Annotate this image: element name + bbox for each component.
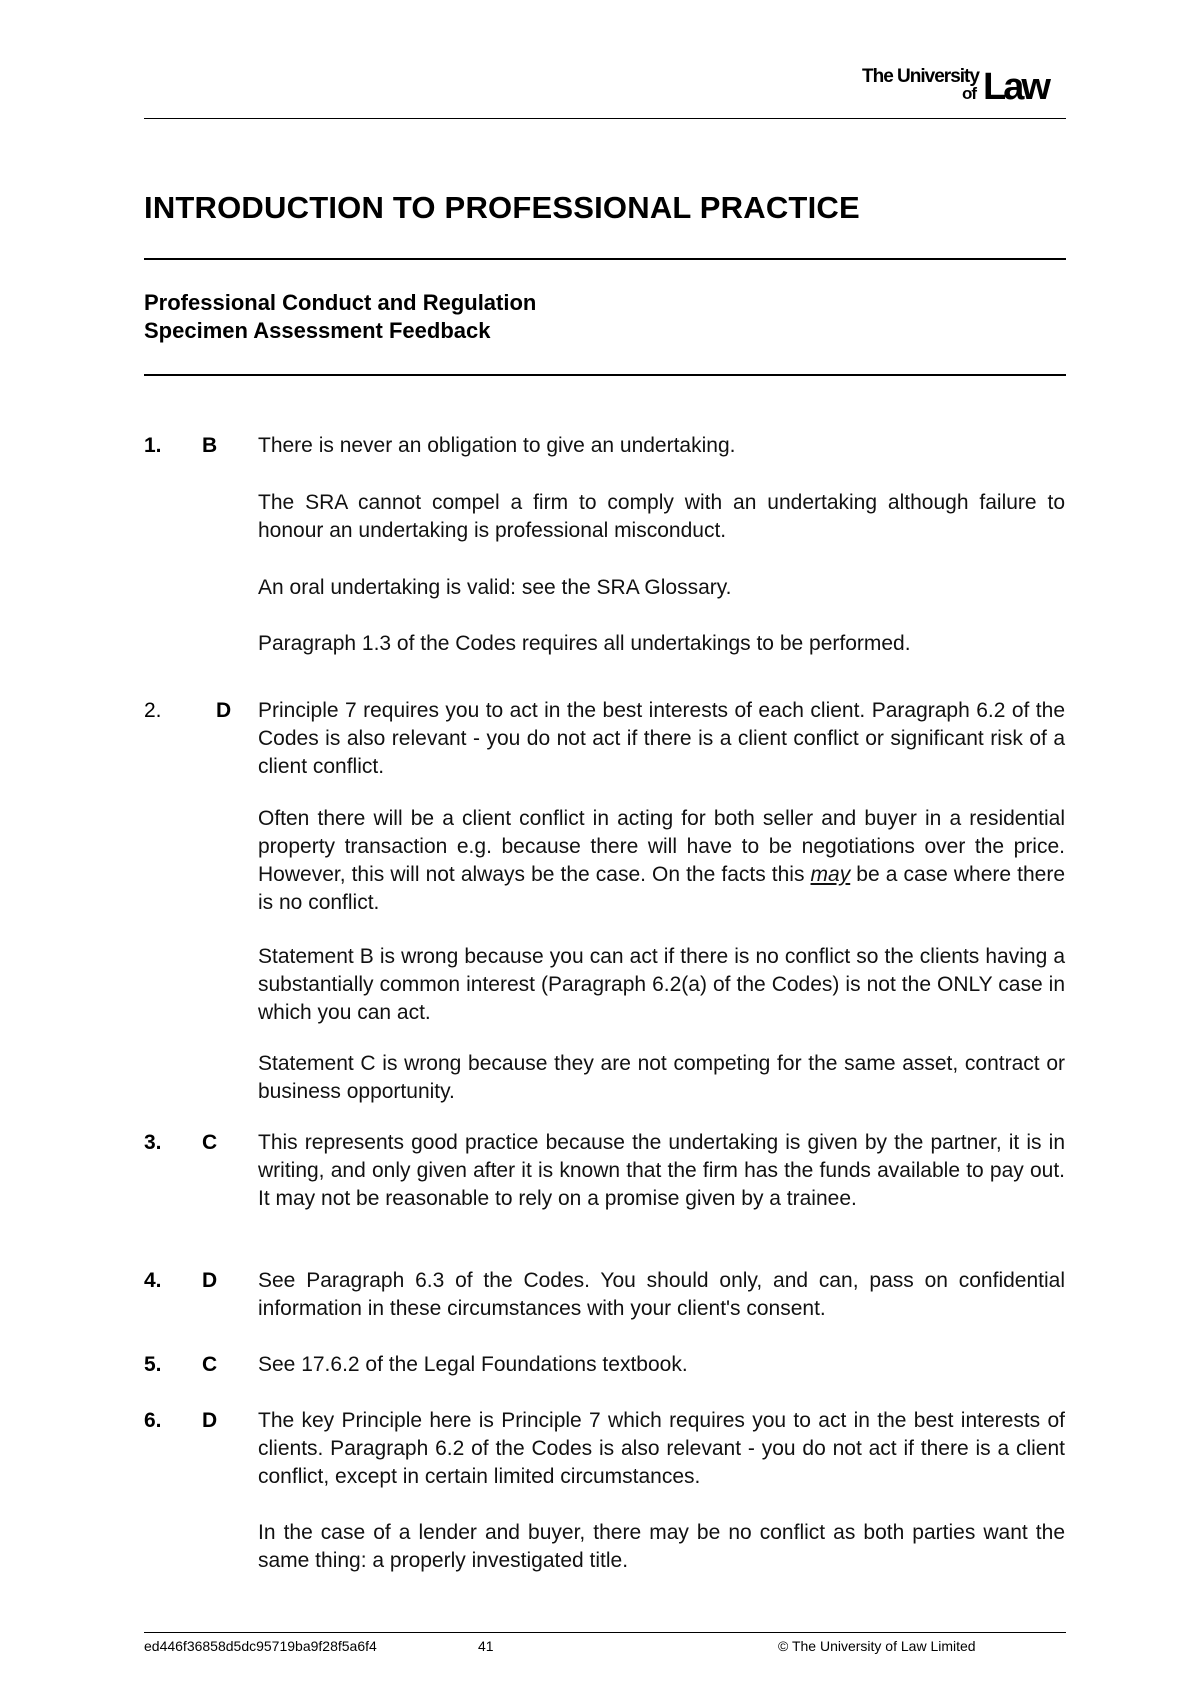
logo-text-university: The University	[862, 66, 979, 87]
question-5-number: 5.	[144, 1353, 162, 1376]
question-6-answer: D	[202, 1409, 218, 1432]
title-divider	[144, 258, 1066, 260]
subtitle-line-2: Specimen Assessment Feedback	[144, 318, 491, 343]
question-2-number: 2.	[144, 699, 162, 722]
question-4-paragraph-1: See Paragraph 6.3 of the Codes. You should only, and can, pass on confidential information in these circumstances with your client's consent.	[258, 1269, 1065, 1320]
question-2-paragraph-1: Principle 7 requires you to act in the best interests of each client. Paragraph 6.2 of the Codes is also relevant - you do not act if there is a client conflict or significant risk of a client conflict.	[258, 699, 1065, 778]
question-3-number: 3.	[144, 1131, 162, 1154]
question-1-answer: B	[202, 434, 218, 457]
question-1-paragraph-1: There is never an obligation to give an undertaking.	[258, 434, 736, 457]
question-2-paragraph-3: Statement B is wrong because you can act if there is no conflict so the clients having a substantially common interest (Paragraph 6.2(a) of the Codes) is not the ONLY case in which you can act.	[258, 945, 1065, 1024]
footer-document-id: ed446f36858d5dc95719ba9f28f5a6f4	[144, 1638, 377, 1654]
question-2-paragraph-4: Statement C is wrong because they are not competing for the same asset, contract or business opportunity.	[258, 1052, 1065, 1103]
footer-page-number: 41	[478, 1638, 494, 1654]
emphasis-may: may	[810, 863, 851, 886]
page-title: INTRODUCTION TO PROFESSIONAL PRACTICE	[144, 190, 860, 225]
question-2-paragraph-2-text: Often there will be a client conflict in acting for both seller and buyer in a residential property transaction e.g. because there will have to be negotiations over the price. However, this will not always be the case. On the facts this	[258, 807, 1065, 886]
question-3-answer: C	[202, 1131, 218, 1154]
logo-text-of: of	[962, 84, 977, 103]
header-divider	[144, 118, 1066, 119]
question-1-paragraph-2: The SRA cannot compel a firm to comply with an undertaking although failure to honour an undertaking is professional misconduct.	[258, 491, 1065, 542]
question-1-paragraph-3: An oral undertaking is valid: see the SRA Glossary.	[258, 576, 732, 599]
question-5-paragraph-1: See 17.6.2 of the Legal Foundations textbook.	[258, 1353, 688, 1376]
logo-text-law: Law	[983, 66, 1048, 108]
question-4-answer: D	[202, 1269, 218, 1292]
question-1-number: 1.	[144, 434, 162, 457]
footer-divider	[144, 1632, 1066, 1633]
question-6-number: 6.	[144, 1409, 162, 1432]
question-2-answer: D	[216, 699, 232, 722]
question-2-paragraph-2-end: be a case where there is no conflict.	[258, 863, 1066, 914]
question-6-paragraph-1: The key Principle here is Principle 7 which requires you to act in the best interests of clients. Paragraph 6.2 of the Codes is also relevant - you do not act if there is a client conflict, except in certain limited circumstances.	[258, 1409, 1065, 1488]
footer-copyright: © The University of Law Limited	[778, 1638, 976, 1654]
question-4-number: 4.	[144, 1269, 162, 1292]
subtitle-divider	[144, 374, 1066, 376]
university-of-law-logo	[862, 64, 1067, 110]
question-2-paragraph-2	[258, 805, 1065, 917]
question-6-paragraph-2: In the case of a lender and buyer, there may be no conflict as both parties want the same thing: a properly investigated title.	[258, 1521, 1065, 1572]
question-5-answer: C	[202, 1353, 218, 1376]
subtitle-line-1: Professional Conduct and Regulation	[144, 290, 537, 315]
question-3-paragraph-1: This represents good practice because the undertaking is given by the partner, it is in writing, and only given after it is known that the firm has the funds available to pay out. It may not be reasonable to rely on a promise given by a trainee.	[258, 1131, 1065, 1210]
question-1-paragraph-4: Paragraph 1.3 of the Codes requires all undertakings to be performed.	[258, 632, 911, 655]
